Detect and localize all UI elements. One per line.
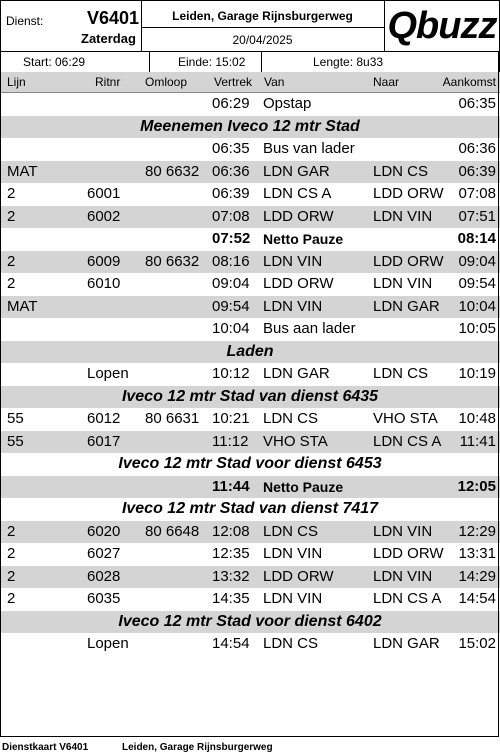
- section-row: [0, 453, 500, 476]
- cell-vertrek: 08:16: [212, 252, 250, 270]
- cell-ritnr: 6010: [87, 275, 121, 292]
- cell-vertrek: 07:08: [212, 207, 250, 225]
- cell-ritnr: 6009: [87, 252, 121, 270]
- cell-omloop: 80 6631: [145, 410, 200, 427]
- cell-van: LDN VIN: [263, 590, 323, 607]
- cell-naar: LDN CS A: [373, 432, 442, 450]
- table-row: [0, 431, 500, 454]
- table-row: [0, 251, 500, 274]
- section-row: [0, 498, 500, 521]
- cell-vertrek: 06:35: [212, 140, 250, 157]
- col-lijn: Lijn: [7, 75, 26, 89]
- cell-vertrek: 14:54: [212, 635, 250, 652]
- cell-aankomst: 11:41: [459, 432, 496, 450]
- table-row: [0, 161, 500, 184]
- cell-vertrek: 11:44: [212, 477, 250, 495]
- cell-vertrek: 12:35: [212, 545, 250, 562]
- cell-vertrek: 09:04: [212, 275, 250, 292]
- section-row: [0, 386, 500, 409]
- dienst-number: V6401: [87, 8, 140, 28]
- cell-van: LDN GAR: [263, 365, 330, 382]
- section-title: Iveco 12 mtr Stad van dienst 7417: [121, 500, 379, 517]
- cell-aankomst: 06:39: [458, 162, 496, 180]
- column-header: [0, 72, 500, 93]
- cell-vertrek: 06:39: [212, 185, 250, 202]
- cell-van: LDD ORW: [263, 207, 334, 225]
- cell-lijn: MAT: [7, 297, 38, 315]
- cell-ritnr: 6001: [87, 185, 121, 202]
- cell-vertrek: 11:12: [212, 432, 249, 450]
- cell-van: VHO STA: [263, 432, 328, 450]
- cell-aankomst: 08:14: [457, 230, 496, 247]
- duty-summary: [0, 51, 500, 73]
- table-row: [0, 93, 500, 116]
- cell-vertrek: 06:29: [212, 95, 250, 112]
- cell-omloop: 80 6632: [145, 252, 200, 270]
- cell-naar: LDD ORW: [373, 252, 444, 270]
- cell-ritnr: 6002: [87, 207, 121, 225]
- footer-garage: Leiden, Garage Rijnsburgerweg: [122, 742, 273, 753]
- cell-lijn: 2: [7, 590, 16, 607]
- cell-lijn: 2: [7, 545, 16, 562]
- section-row: [0, 116, 500, 139]
- cell-van: LDN CS: [263, 410, 319, 427]
- col-naar: Naar: [373, 75, 400, 89]
- cell-aankomst: 10:19: [458, 365, 496, 382]
- cell-aankomst: 09:04: [458, 252, 496, 270]
- qbuzz-logo: Qbuzz: [387, 5, 497, 47]
- cell-vertrek: 10:21: [212, 410, 250, 427]
- cell-vertrek: 10:12: [212, 365, 250, 382]
- section-title: Iveco 12 mtr Stad van dienst 6435: [121, 387, 379, 405]
- cell-ritnr: 6020: [87, 522, 121, 540]
- table-row: [0, 206, 500, 229]
- cell-ritnr: 6028: [87, 567, 121, 585]
- col-vertrek: Vertrek: [214, 75, 253, 89]
- divider: [149, 52, 150, 72]
- cell-aankomst: 09:54: [458, 275, 496, 292]
- cell-van: LDD ORW: [263, 567, 334, 585]
- cell-ritnr: 6012: [87, 410, 121, 427]
- cell-ritnr: 6027: [87, 545, 121, 562]
- duty-length: Lengte: 8u33: [313, 55, 384, 69]
- cell-van: LDN GAR: [263, 162, 330, 180]
- table-row: [0, 543, 500, 566]
- cell-ritnr: 6035: [87, 590, 121, 607]
- cell-naar: LDN CS A: [373, 590, 442, 607]
- cell-vertrek: 10:04: [212, 320, 250, 337]
- cell-van: LDN CS: [263, 635, 319, 652]
- section-title: Iveco 12 mtr Stad voor dienst 6402: [118, 612, 382, 630]
- cell-aankomst: 12:05: [457, 477, 496, 495]
- cell-naar: LDN CS: [373, 162, 429, 180]
- cell-naar: LDN VIN: [373, 567, 433, 585]
- cell-aankomst: 14:29: [458, 567, 496, 585]
- cell-aankomst: 06:35: [458, 95, 496, 112]
- cell-van: LDN CS A: [263, 185, 332, 202]
- duty-date: 20/04/2025: [232, 33, 293, 47]
- cell-ritnr: 6017: [87, 432, 121, 450]
- cell-van: Netto Pauze: [263, 231, 344, 247]
- cell-van: Netto Pauze: [263, 478, 344, 495]
- cell-van: LDN VIN: [263, 252, 323, 270]
- cell-lijn: 55: [7, 432, 24, 450]
- cell-ritnr: Lopen: [87, 365, 129, 382]
- cell-omloop: 80 6632: [145, 162, 200, 180]
- cell-van: LDN CS: [263, 522, 319, 540]
- frame-border: [0, 736, 499, 737]
- schedule-table: [0, 93, 500, 656]
- cell-naar: LDD ORW: [373, 185, 444, 202]
- cell-lijn: 2: [7, 207, 16, 225]
- cell-lijn: 2: [7, 252, 16, 270]
- table-row: [0, 633, 500, 656]
- table-row: [0, 273, 500, 296]
- cell-naar: LDN VIN: [373, 522, 433, 540]
- col-aankomst: Aankomst: [442, 75, 496, 89]
- pause-row: [0, 228, 500, 251]
- table-row: [0, 138, 500, 161]
- dienst-label: Dienst:: [6, 14, 44, 28]
- divider: [141, 27, 384, 28]
- cell-lijn: 2: [7, 275, 16, 292]
- cell-van: LDN VIN: [263, 545, 323, 562]
- cell-aankomst: 07:51: [458, 207, 496, 225]
- cell-van: Bus van lader: [263, 140, 355, 157]
- duty-header: [0, 0, 500, 52]
- start-time: Start: 06:29: [23, 55, 86, 69]
- cell-aankomst: 06:36: [458, 140, 496, 157]
- cell-vertrek: 14:35: [212, 590, 250, 607]
- cell-lijn: 2: [7, 567, 16, 585]
- cell-naar: LDN GAR: [373, 297, 440, 315]
- pause-row: [0, 476, 500, 499]
- cell-lijn: 2: [7, 185, 16, 202]
- cell-van: LDN VIN: [263, 297, 323, 315]
- table-row: [0, 566, 500, 589]
- end-time: Einde: 15:02: [178, 55, 246, 69]
- cell-lijn: 2: [7, 522, 16, 540]
- cell-omloop: 80 6648: [145, 522, 200, 540]
- cell-aankomst: 15:02: [458, 635, 496, 652]
- cell-aankomst: 13:31: [458, 545, 496, 562]
- cell-vertrek: 06:36: [212, 162, 250, 180]
- garage-name: Leiden, Garage Rijnsburgerweg: [172, 9, 353, 23]
- cell-vertrek: 13:32: [212, 567, 250, 585]
- cell-lijn: 55: [7, 410, 24, 427]
- table-row: [0, 363, 500, 386]
- cell-naar: LDN VIN: [373, 207, 433, 225]
- cell-aankomst: 10:48: [458, 410, 496, 427]
- cell-lijn: MAT: [7, 162, 38, 180]
- cell-naar: LDN CS: [373, 365, 429, 382]
- cell-naar: LDN VIN: [373, 275, 433, 292]
- table-row: [0, 318, 500, 341]
- section-row: [0, 611, 500, 634]
- table-row: [0, 296, 500, 319]
- section-title: Iveco 12 mtr Stad voor dienst 6453: [118, 455, 382, 472]
- table-row: [0, 588, 500, 611]
- cell-vertrek: 09:54: [212, 297, 250, 315]
- cell-vertrek: 12:08: [212, 522, 250, 540]
- cell-aankomst: 10:04: [458, 297, 496, 315]
- cell-aankomst: 10:05: [458, 320, 496, 337]
- frame-border: [498, 51, 499, 737]
- section-row: [0, 341, 500, 364]
- col-van: Van: [264, 75, 285, 89]
- col-ritnr: Ritnr: [95, 75, 121, 89]
- divider: [261, 52, 262, 72]
- cell-van: LDD ORW: [263, 275, 334, 292]
- table-row: [0, 183, 500, 206]
- section-title: Laden: [226, 342, 274, 360]
- table-row: [0, 521, 500, 544]
- cell-aankomst: 12:29: [458, 522, 496, 540]
- day-label: Zaterdag: [81, 31, 136, 46]
- cell-van: Opstap: [263, 95, 312, 112]
- cell-van: Bus aan lader: [263, 320, 356, 337]
- cell-aankomst: 14:54: [458, 590, 496, 607]
- cell-ritnr: Lopen: [87, 635, 129, 652]
- section-title: Meenemen Iveco 12 mtr Stad: [140, 117, 360, 135]
- cell-naar: LDN GAR: [373, 635, 440, 652]
- cell-naar: LDD ORW: [373, 545, 444, 562]
- cell-naar: VHO STA: [373, 410, 438, 427]
- col-omloop: Omloop: [145, 75, 188, 89]
- footer-label: Dienstkaart V6401: [2, 742, 89, 753]
- cell-aankomst: 07:08: [458, 185, 496, 202]
- cell-vertrek: 07:52: [212, 230, 251, 247]
- table-row: [0, 408, 500, 431]
- frame-border: [0, 51, 1, 737]
